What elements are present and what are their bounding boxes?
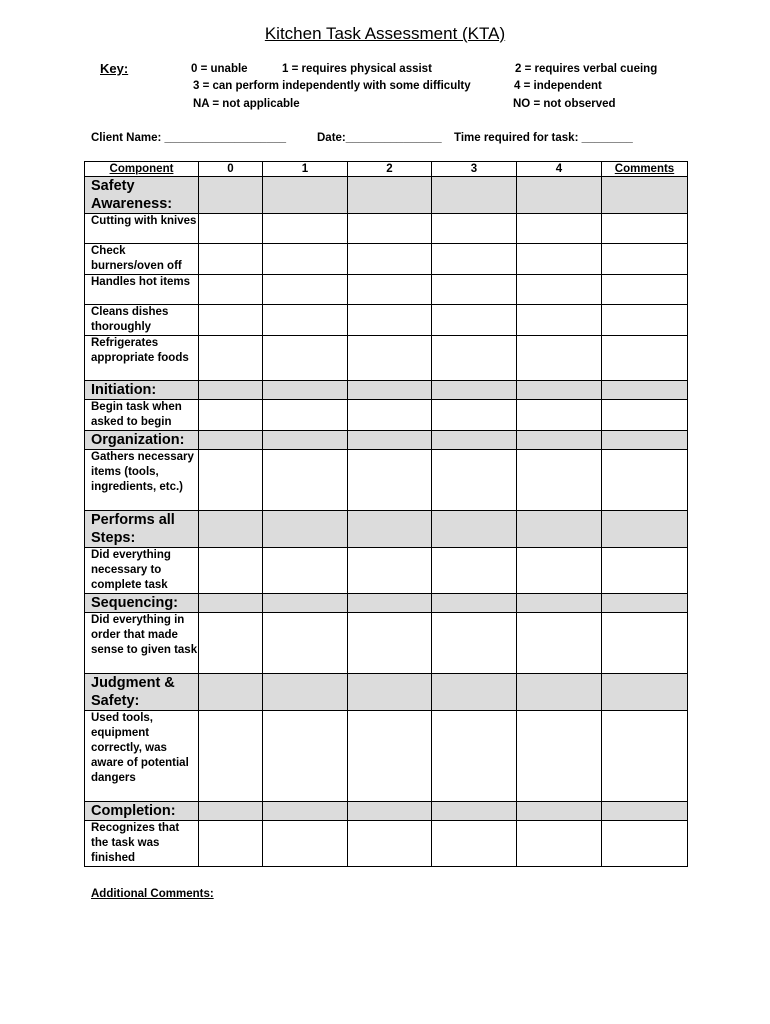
score-cell bbox=[199, 613, 263, 674]
score-cell bbox=[348, 548, 432, 594]
header-score-3: 3 bbox=[432, 162, 517, 177]
score-cell bbox=[517, 244, 602, 275]
component-label: Did everything in order that made sense to given task bbox=[85, 613, 199, 674]
section-cell bbox=[263, 381, 348, 400]
score-cell bbox=[517, 336, 602, 381]
section-cell bbox=[517, 431, 602, 450]
section-cell bbox=[348, 674, 432, 711]
score-cell bbox=[348, 400, 432, 431]
score-cell bbox=[517, 711, 602, 802]
section-cell bbox=[432, 431, 517, 450]
component-label: Cleans dishes thoroughly bbox=[85, 305, 199, 336]
section-cell bbox=[199, 594, 263, 613]
score-cell bbox=[263, 548, 348, 594]
score-cell bbox=[432, 275, 517, 305]
comments-cell bbox=[602, 305, 688, 336]
section-row bbox=[85, 381, 688, 400]
score-cell bbox=[263, 214, 348, 244]
header-score-1: 1 bbox=[263, 162, 348, 177]
score-cell bbox=[348, 711, 432, 802]
score-cell bbox=[432, 711, 517, 802]
section-row bbox=[85, 802, 688, 821]
section-cell bbox=[517, 177, 602, 214]
section-row bbox=[85, 177, 688, 214]
score-cell bbox=[199, 711, 263, 802]
key-item-1: 1 = requires physical assist bbox=[282, 63, 432, 75]
score-cell bbox=[348, 450, 432, 511]
score-cell bbox=[517, 214, 602, 244]
score-cell bbox=[263, 613, 348, 674]
section-cell bbox=[348, 177, 432, 214]
header-score-4: 4 bbox=[517, 162, 602, 177]
score-cell bbox=[432, 548, 517, 594]
section-cell bbox=[348, 511, 432, 548]
section-cell bbox=[199, 674, 263, 711]
component-label: Begin task when asked to begin bbox=[85, 400, 199, 431]
comments-cell bbox=[602, 613, 688, 674]
comments-cell bbox=[602, 548, 688, 594]
section-cell bbox=[432, 511, 517, 548]
section-cell bbox=[348, 594, 432, 613]
score-cell bbox=[348, 305, 432, 336]
score-cell bbox=[263, 711, 348, 802]
section-cell bbox=[263, 177, 348, 214]
score-cell bbox=[348, 275, 432, 305]
section-cell bbox=[263, 802, 348, 821]
section-cell bbox=[432, 381, 517, 400]
score-cell bbox=[348, 244, 432, 275]
component-label: Did everything necessary to complete task bbox=[85, 548, 199, 594]
section-cell bbox=[517, 381, 602, 400]
score-cell bbox=[263, 400, 348, 431]
section-cell bbox=[348, 381, 432, 400]
table-row bbox=[85, 244, 688, 275]
score-cell bbox=[348, 821, 432, 867]
client-name-field: Client Name: ___________________ bbox=[91, 132, 287, 144]
table-row bbox=[85, 711, 688, 802]
component-label: Gathers necessary items (tools, ingredients, etc.) bbox=[85, 450, 199, 511]
score-cell bbox=[432, 214, 517, 244]
section-cell bbox=[432, 594, 517, 613]
header-component: Component bbox=[85, 162, 199, 177]
score-cell bbox=[263, 336, 348, 381]
section-label: Sequencing: bbox=[85, 594, 199, 613]
section-cell bbox=[602, 802, 688, 821]
score-cell bbox=[348, 613, 432, 674]
section-cell bbox=[263, 594, 348, 613]
score-cell bbox=[517, 450, 602, 511]
score-cell bbox=[263, 450, 348, 511]
score-cell bbox=[263, 305, 348, 336]
key-label: Key: bbox=[100, 61, 129, 76]
section-cell bbox=[517, 511, 602, 548]
section-row bbox=[85, 674, 688, 711]
comments-cell bbox=[602, 711, 688, 802]
section-cell bbox=[199, 511, 263, 548]
section-cell bbox=[263, 431, 348, 450]
score-cell bbox=[263, 821, 348, 867]
section-cell bbox=[602, 381, 688, 400]
component-label: Cutting with knives bbox=[85, 214, 199, 244]
score-cell bbox=[199, 214, 263, 244]
table-row bbox=[85, 821, 688, 867]
section-cell bbox=[432, 674, 517, 711]
section-row bbox=[85, 431, 688, 450]
assessment-table bbox=[84, 161, 688, 867]
score-cell bbox=[199, 275, 263, 305]
section-cell bbox=[199, 177, 263, 214]
section-label: Completion: bbox=[85, 802, 199, 821]
score-cell bbox=[199, 336, 263, 381]
time-required-field: Time required for task: ________ bbox=[454, 132, 633, 144]
section-cell bbox=[602, 177, 688, 214]
section-label: Organization: bbox=[85, 431, 199, 450]
additional-comments-label: Additional Comments: bbox=[91, 888, 214, 900]
section-cell bbox=[517, 594, 602, 613]
table-row bbox=[85, 305, 688, 336]
score-cell bbox=[517, 400, 602, 431]
component-label: Used tools, equipment correctly, was aware of potential dangers bbox=[85, 711, 199, 802]
page-title: Kitchen Task Assessment (KTA) bbox=[264, 24, 506, 43]
score-cell bbox=[199, 548, 263, 594]
section-row bbox=[85, 511, 688, 548]
score-cell bbox=[199, 305, 263, 336]
section-row bbox=[85, 594, 688, 613]
table-row bbox=[85, 548, 688, 594]
section-cell bbox=[432, 177, 517, 214]
section-cell bbox=[602, 674, 688, 711]
comments-cell bbox=[602, 275, 688, 305]
table-row bbox=[85, 214, 688, 244]
score-cell bbox=[517, 548, 602, 594]
score-cell bbox=[432, 613, 517, 674]
section-cell bbox=[263, 511, 348, 548]
score-cell bbox=[348, 214, 432, 244]
table-row bbox=[85, 275, 688, 305]
section-label: Judgment & Safety: bbox=[85, 674, 199, 711]
section-cell bbox=[602, 431, 688, 450]
key-item-0: 0 = unable bbox=[191, 63, 248, 75]
section-cell bbox=[517, 674, 602, 711]
score-cell bbox=[432, 336, 517, 381]
table-row bbox=[85, 400, 688, 431]
component-label: Handles hot items bbox=[85, 275, 199, 305]
header-score-0: 0 bbox=[199, 162, 263, 177]
key-item-3: 3 = can perform independently with some difficulty bbox=[193, 80, 471, 92]
component-label: Check burners/oven off bbox=[85, 244, 199, 275]
score-cell bbox=[432, 450, 517, 511]
table-row bbox=[85, 450, 688, 511]
comments-cell bbox=[602, 450, 688, 511]
score-cell bbox=[263, 244, 348, 275]
score-cell bbox=[517, 275, 602, 305]
header-row bbox=[85, 162, 688, 177]
score-cell bbox=[432, 305, 517, 336]
header-comments: Comments bbox=[602, 162, 688, 177]
score-cell bbox=[517, 613, 602, 674]
score-cell bbox=[517, 821, 602, 867]
section-label: Initiation: bbox=[85, 381, 199, 400]
key-item-4: 4 = independent bbox=[514, 80, 602, 92]
section-cell bbox=[432, 802, 517, 821]
comments-cell bbox=[602, 336, 688, 381]
score-cell bbox=[263, 275, 348, 305]
score-cell bbox=[199, 244, 263, 275]
score-cell bbox=[199, 821, 263, 867]
comments-cell bbox=[602, 244, 688, 275]
date-field: Date:_______________ bbox=[317, 132, 442, 144]
table-body bbox=[85, 177, 688, 867]
score-cell bbox=[199, 450, 263, 511]
comments-cell bbox=[602, 821, 688, 867]
score-cell bbox=[432, 821, 517, 867]
section-cell bbox=[348, 802, 432, 821]
section-cell bbox=[602, 594, 688, 613]
section-cell bbox=[199, 381, 263, 400]
comments-cell bbox=[602, 214, 688, 244]
score-cell bbox=[432, 400, 517, 431]
section-cell bbox=[602, 511, 688, 548]
key-item-na: NA = not applicable bbox=[193, 98, 300, 110]
component-label: Refrigerates appropriate foods bbox=[85, 336, 199, 381]
section-cell bbox=[348, 431, 432, 450]
section-cell bbox=[263, 674, 348, 711]
score-cell bbox=[199, 400, 263, 431]
component-label: Recognizes that the task was finished bbox=[85, 821, 199, 867]
table-row bbox=[85, 336, 688, 381]
key-item-no: NO = not observed bbox=[513, 98, 616, 110]
key-item-2: 2 = requires verbal cueing bbox=[515, 63, 658, 75]
section-label: Safety Awareness: bbox=[85, 177, 199, 214]
section-cell bbox=[199, 431, 263, 450]
header-score-2: 2 bbox=[348, 162, 432, 177]
score-cell bbox=[432, 244, 517, 275]
comments-cell bbox=[602, 400, 688, 431]
score-cell bbox=[348, 336, 432, 381]
section-cell bbox=[199, 802, 263, 821]
table-row bbox=[85, 613, 688, 674]
section-cell bbox=[517, 802, 602, 821]
section-label: Performs all Steps: bbox=[85, 511, 199, 548]
score-cell bbox=[517, 305, 602, 336]
